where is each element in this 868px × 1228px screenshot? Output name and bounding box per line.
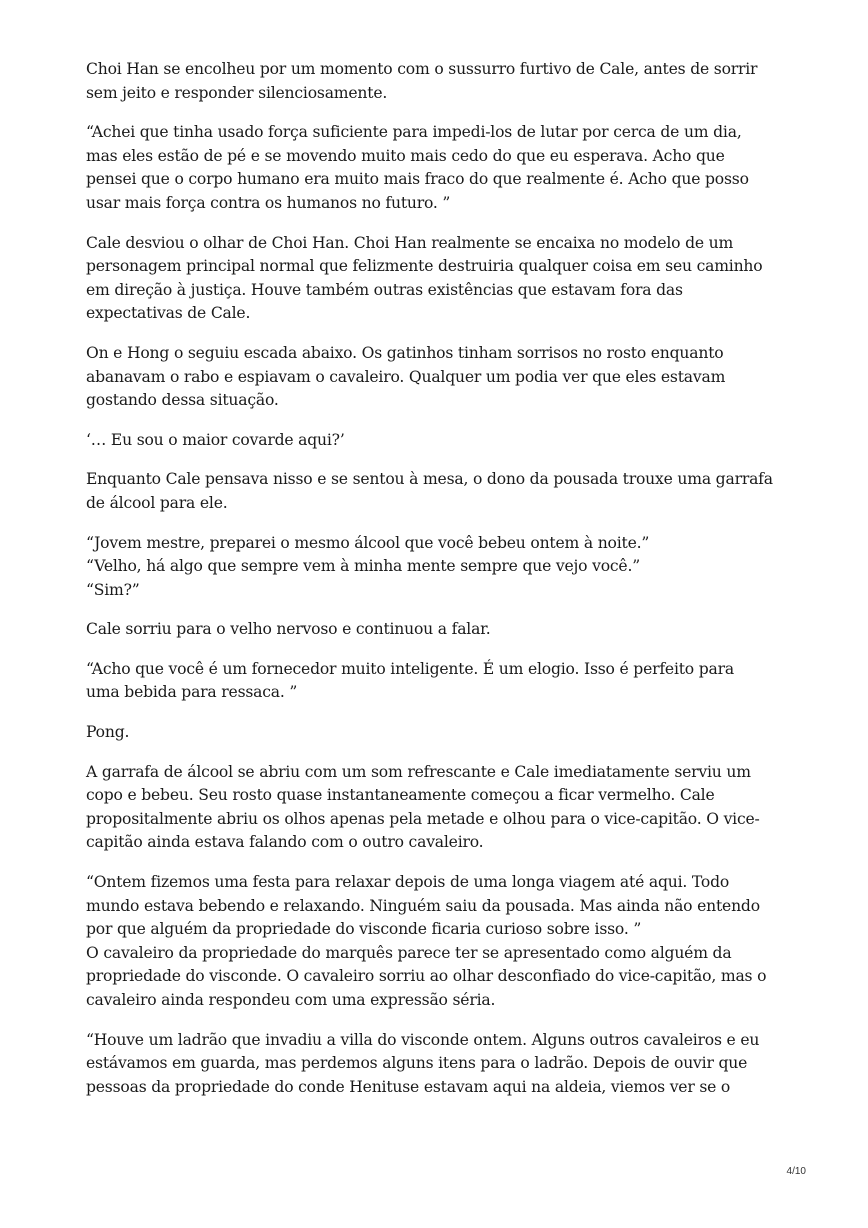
paragraph-9: “Acho que você é um fornecedor muito inteligente. É um elogio. Isso é perfeito para uma bebida para ressaca. ” <box>86 659 734 702</box>
paragraph-8: Cale sorriu para o velho nervoso e continuou a falar. <box>86 620 491 639</box>
paragraph-7: “Jovem mestre, preparei o mesmo álcool que você bebeu ontem à noite.” “Velho, há algo que sempre vem à minha mente sempre que vejo você.” “Sim?” <box>86 533 650 599</box>
paragraph-3: Cale desviou o olhar de Choi Han. Choi Han realmente se encaixa no modelo de um personagem principal normal que felizmente destruiria qualquer coisa em seu caminho em direção à justiça. Houve também outras existências que estavam fora das expectativas de Cale. <box>86 233 763 323</box>
document-body <box>86 58 786 1115</box>
paragraph-11: A garrafa de álcool se abriu com um som refrescante e Cale imediatamente serviu um copo e bebeu. Seu rosto quase instantaneamente começou a ficar vermelho. Cale propositalmente abriu os olhos apenas pela metade e olhou para o vice-capitão. O vice- capitão ainda estava falando com o outro cavaleiro. <box>86 762 760 852</box>
paragraph-5: ‘… Eu sou o maior covarde aqui?’ <box>86 430 345 449</box>
page-number: 4/10 <box>786 1166 806 1177</box>
paragraph-4: On e Hong o seguiu escada abaixo. Os gatinhos tinham sorrisos no rosto enquanto abanavam o rabo e espiavam o cavaleiro. Qualquer um podia ver que eles estavam gostando dessa situação. <box>86 343 726 410</box>
paragraph-2: “Achei que tinha usado força suficiente para impedi-los de lutar por cerca de um dia, mas eles estão de pé e se movendo muito mais cedo do que eu esperava. Acho que pensei que o corpo humano era muito mais fraco do que realmente é. Acho que posso usar mais força contra os humanos no futuro. ” <box>86 123 749 212</box>
paragraph-12: “Ontem fizemos uma festa para relaxar depois de uma longa viagem até aqui. Todo mundo estava bebendo e relaxando. Ninguém saiu da pousada. Mas ainda não entendo por que alguém da propriedade do visconde ficaria curioso sobre isso. ” O cavaleiro da propriedade do marquês parece ter se apresentado como alguém da propriedade do visconde. O cavaleiro sorriu ao olhar desconfiado do vice-capitão, mas o cavaleiro ainda respondeu com uma expressão séria. <box>86 873 767 1009</box>
paragraph-10: Pong. <box>86 723 130 742</box>
paragraph-13: “Houve um ladrão que invadiu a villa do visconde ontem. Alguns outros cavaleiros e eu estávamos em guarda, mas perdemos alguns itens para o ladrão. Depois de ouvir que pessoas da propriedade do conde Henituse estavam aqui na aldeia, viemos ver se o <box>86 1030 760 1096</box>
paragraph-6: Enquanto Cale pensava nisso e se sentou à mesa, o dono da pousada trouxe uma garrafa de álcool para ele. <box>86 470 773 512</box>
paragraph-1: Choi Han se encolheu por um momento com o sussurro furtivo de Cale, antes de sorrir sem jeito e responder silenciosamente. <box>86 60 758 102</box>
